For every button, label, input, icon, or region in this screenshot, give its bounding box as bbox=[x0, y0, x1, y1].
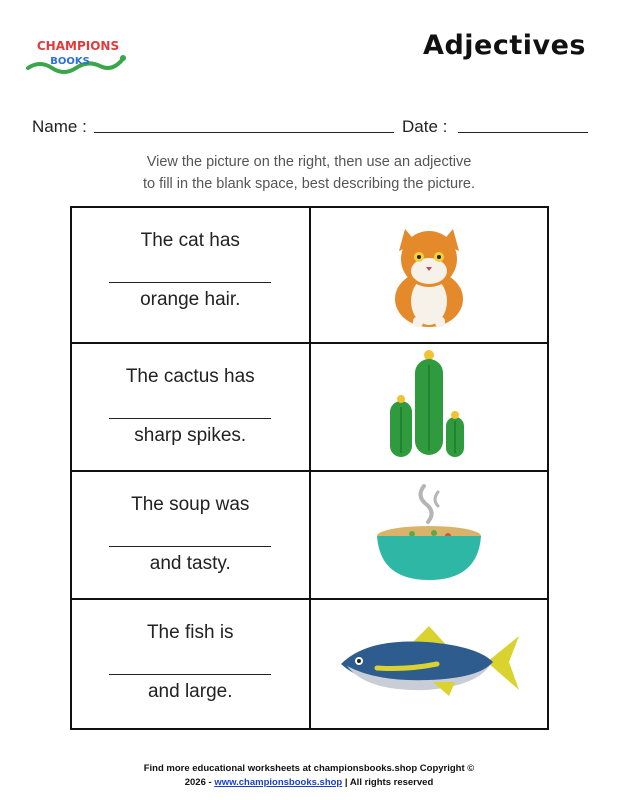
logo-text-champions: CHAMPIONS bbox=[36, 39, 120, 53]
sentence-start: The fish is bbox=[146, 622, 234, 643]
sentence-end: and tasty. bbox=[149, 553, 231, 574]
exercise-row bbox=[71, 343, 548, 471]
picture-cell bbox=[310, 471, 549, 599]
sentence-end: sharp spikes. bbox=[134, 425, 247, 446]
sentence-end: orange hair. bbox=[140, 289, 241, 310]
footer-line-2 bbox=[100, 776, 518, 790]
picture-cell bbox=[310, 343, 549, 471]
fish-picture bbox=[337, 624, 521, 700]
exercise-table bbox=[70, 206, 549, 730]
logo-text-books: BOOKS bbox=[50, 56, 90, 67]
picture-cell bbox=[310, 599, 549, 729]
exercise-row bbox=[71, 471, 548, 599]
answer-blank[interactable] bbox=[109, 418, 271, 419]
soup-picture bbox=[374, 478, 484, 588]
footer-year: 2026 - bbox=[184, 777, 215, 788]
sentence-cell bbox=[71, 599, 310, 729]
exercise-row bbox=[71, 207, 548, 343]
footer-line-1: Find more educational worksheets at championsbooks.shop Copyright © bbox=[143, 763, 475, 774]
answer-blank[interactable] bbox=[109, 282, 271, 283]
sentence-cell bbox=[71, 207, 310, 343]
exercise-row bbox=[71, 599, 548, 729]
championsbooks-logo bbox=[26, 34, 130, 76]
date-label: Date : bbox=[402, 117, 448, 136]
sentence-start: The soup was bbox=[131, 494, 250, 515]
instructions-line-1: View the picture on the right, then use an adjective bbox=[146, 154, 472, 170]
instructions bbox=[60, 151, 558, 195]
cactus-picture bbox=[384, 349, 474, 461]
cat-picture bbox=[379, 217, 479, 329]
name-blank-line[interactable] bbox=[94, 132, 394, 133]
page-title: Adjectives bbox=[423, 30, 586, 61]
sentence-end: and large. bbox=[147, 681, 233, 702]
footer-rights: | All rights reserved bbox=[342, 777, 434, 788]
sentence-cell bbox=[71, 343, 310, 471]
sentence-cell bbox=[71, 471, 310, 599]
instructions-line-2: to fill in the blank space, best describing the picture. bbox=[142, 176, 476, 192]
footer bbox=[100, 762, 518, 790]
answer-blank[interactable] bbox=[109, 674, 271, 675]
answer-blank[interactable] bbox=[109, 546, 271, 547]
picture-cell bbox=[310, 207, 549, 343]
date-blank-line[interactable] bbox=[458, 132, 588, 133]
footer-website-link[interactable]: www.championsbooks.shop bbox=[214, 777, 343, 788]
name-label: Name : bbox=[32, 117, 87, 136]
sentence-start: The cat has bbox=[140, 230, 240, 251]
sentence-start: The cactus has bbox=[125, 366, 255, 387]
name-date-row bbox=[32, 117, 588, 139]
